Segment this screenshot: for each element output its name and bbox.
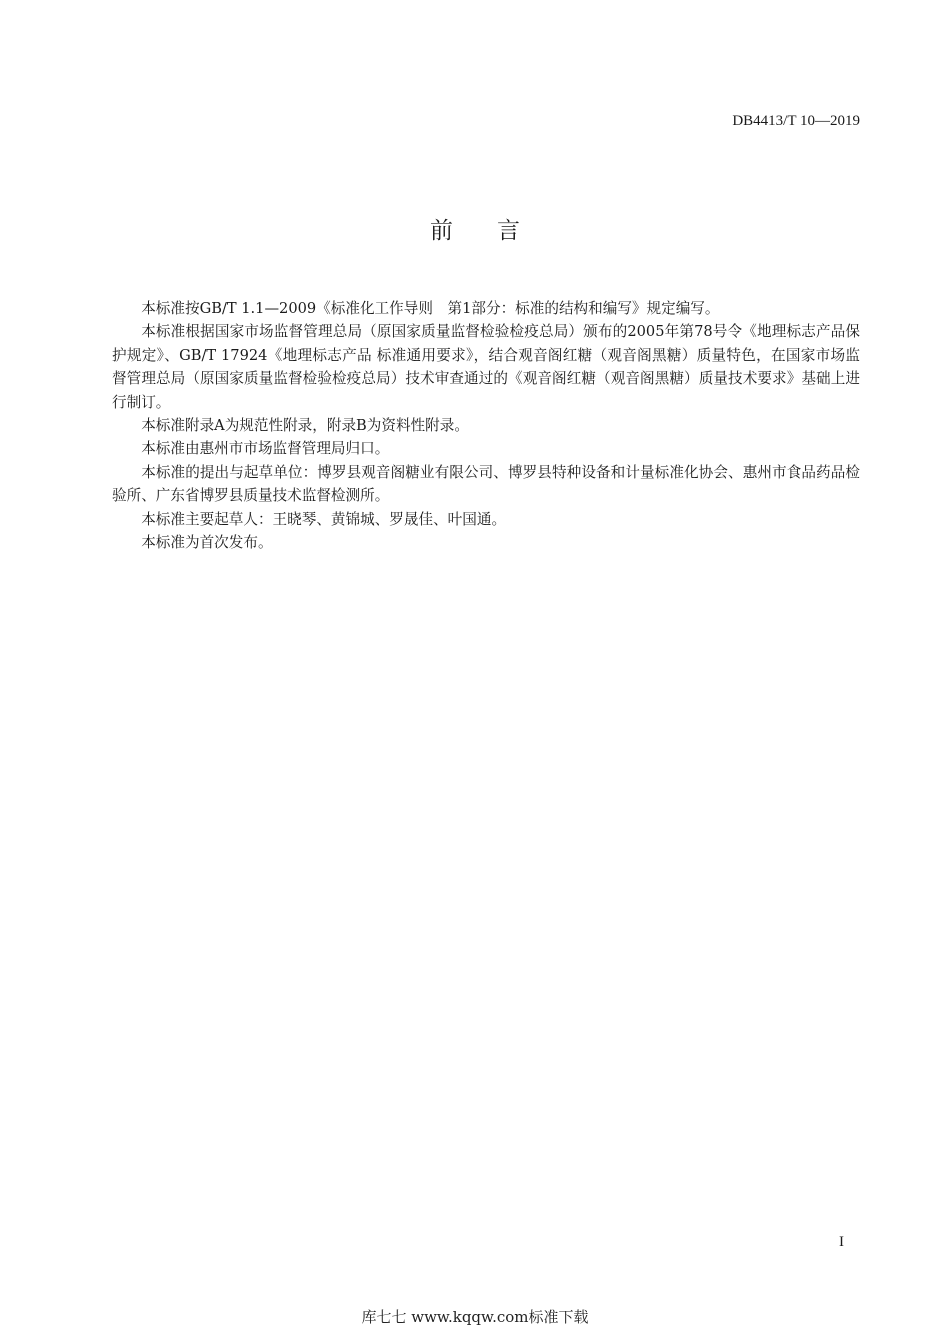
paragraph-drafting-units: 本标准的提出与起草单位：博罗县观音阁糖业有限公司、博罗县特种设备和计量标准化协会、惠州市食品药品检验所、广东省博罗县质量技术监督检测所。 [112, 463, 860, 505]
document-code: DB4413/T 10—2019 [732, 113, 860, 129]
foreword-body [112, 297, 860, 554]
page-number: I [839, 1234, 844, 1250]
paragraph-compilation-basis: 本标准按GB/T 1.1—2009《标准化工作导则 第1部分：标准的结构和编写》规定编写。 [141, 300, 720, 317]
paragraph-legal-basis: 本标准根据国家市场监督管理总局（原国家质量监督检验检疫总局）颁布的2005年第78号令《地理标志产品保护规定》、GB/T 17924《地理标志产品 标准通用要求》，结合观音阁红糖（观音阁黑糖）质量特色，在国家市场监督管理总局（原国家质量监督检验检疫总局）技术审查通过的《观音阁红糖（观音阁黑糖）质量技术要求》基础上进行制订。 [112, 323, 860, 411]
section-title [0, 212, 950, 245]
paragraph-annexes: 本标准附录A为规范性附录，附录B为资料性附录。 [141, 417, 469, 435]
paragraph-drafters: 本标准主要起草人：王晓琴、黄锦城、罗晟佳、叶国通。 [141, 510, 507, 528]
title-char-2: 言 [497, 218, 520, 244]
title-char-1: 前 [430, 218, 453, 244]
paragraph-administration: 本标准由惠州市市场监督管理局归口。 [141, 440, 390, 458]
paragraph-first-release: 本标准为首次发布。 [141, 534, 273, 552]
footer-watermark: 库七七 www.kqqw.com标准下载 [361, 1308, 589, 1326]
